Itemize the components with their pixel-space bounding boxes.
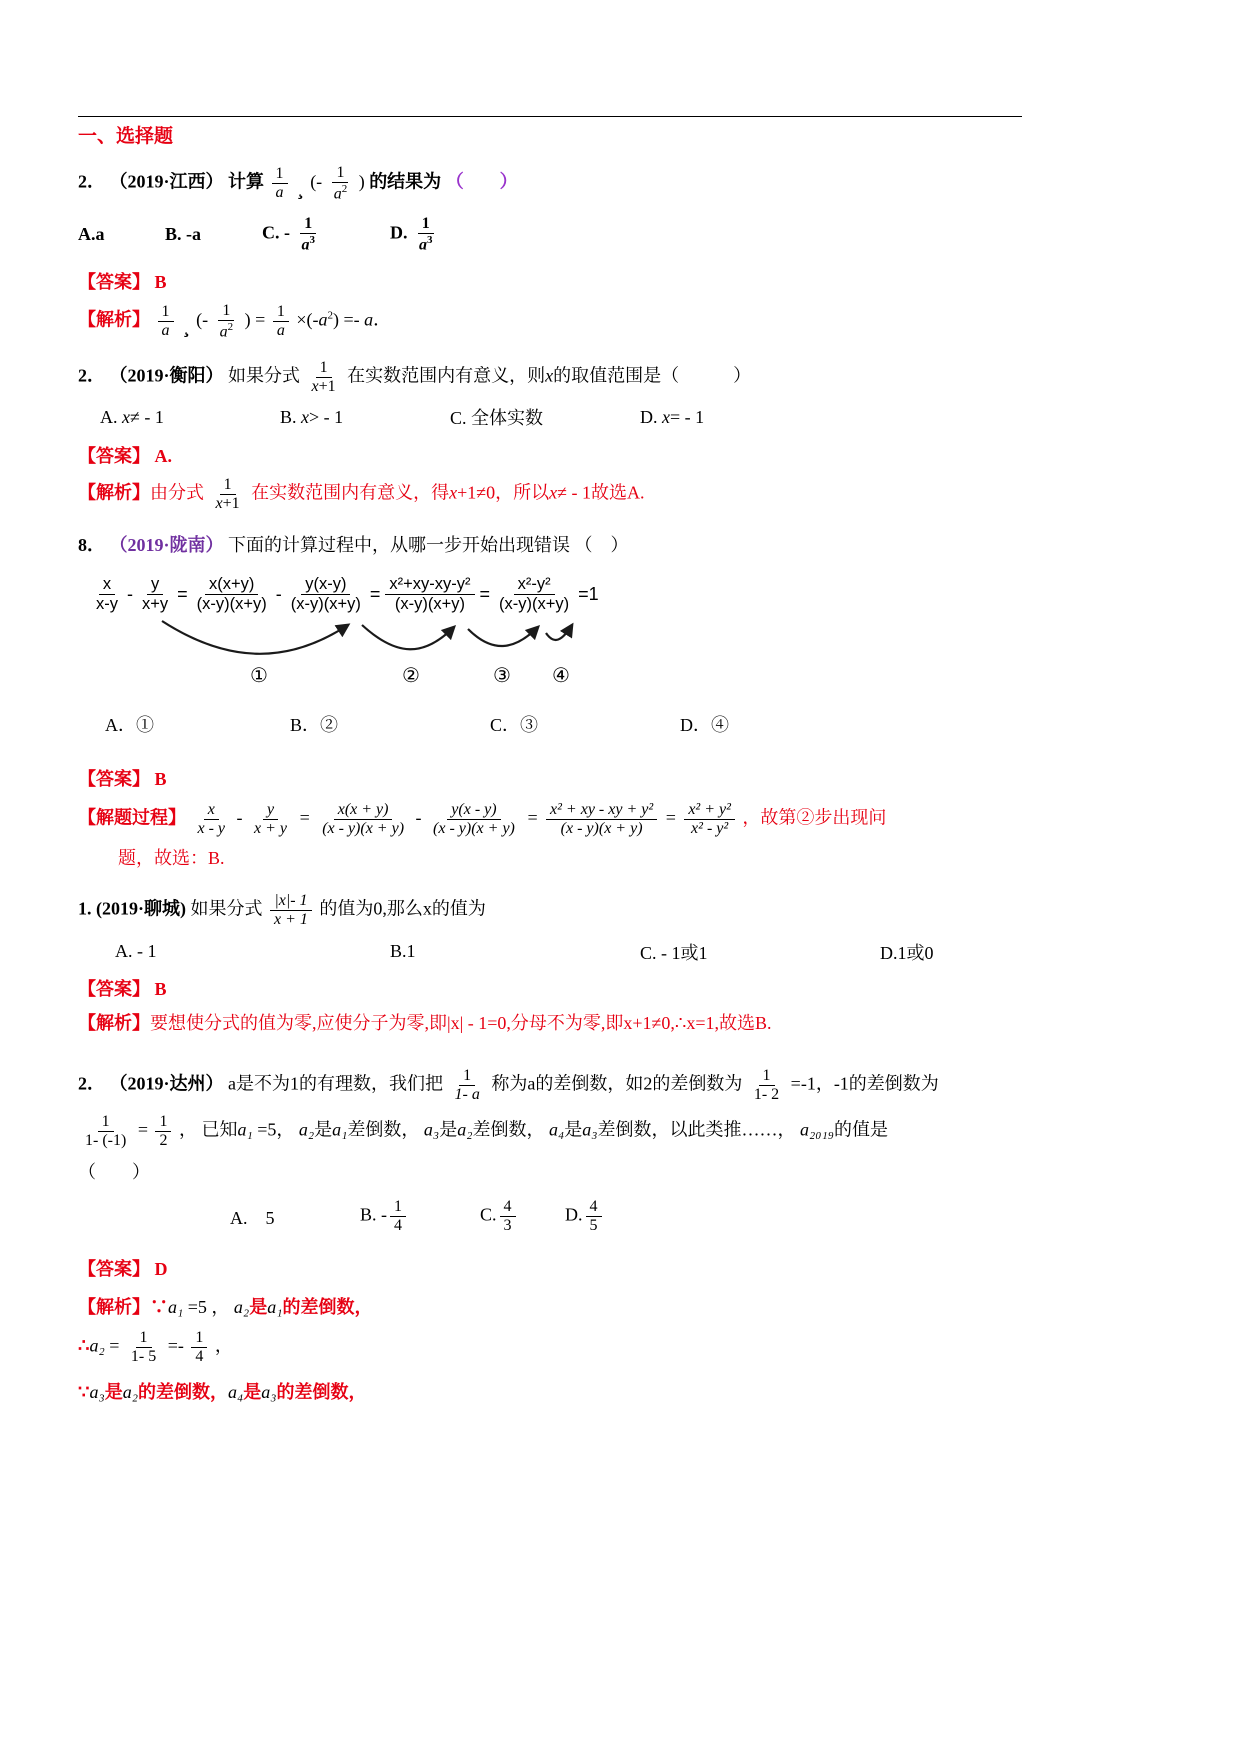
- question-dazhou-analysis-line3: ∵a₃是a₂的差倒数，a₄是a₃的差倒数，: [78, 1381, 367, 1402]
- step-label-3: ③: [493, 664, 511, 687]
- fraction: $\frac{4}{3}$: [500, 1198, 516, 1235]
- fraction: $\frac{x}{x - y}$: [197, 800, 226, 837]
- question-source: （2019·江西）: [109, 171, 224, 192]
- stem-text: 称为a的差倒数，如2的差倒数为: [491, 1073, 743, 1094]
- stem-text: 在实数范围内有意义，则: [347, 365, 546, 386]
- option-d: D．④: [680, 714, 729, 735]
- fraction: $\frac{x(x+y)}{(x-y)(x+y)}$: [196, 575, 267, 613]
- open-paren: (-: [310, 171, 323, 192]
- option-b: B. - $\frac{1}{4}$: [360, 1198, 480, 1235]
- solution-note-continued: 题，故选：B.: [118, 847, 225, 868]
- divide-glyph: ¸: [183, 315, 190, 338]
- divide-glyph: ¸: [297, 177, 304, 200]
- answer-tag: 【答案】: [78, 272, 150, 293]
- stem-text: =-1，-1的差倒数为: [790, 1073, 939, 1094]
- stem-text: 计算: [228, 171, 265, 192]
- question-number: 2．: [78, 171, 105, 192]
- question-hengyang-analysis: 【解析】由分式 $\frac{1}{x+1}$ 在实数范围内有意义，得x+1≠0，所以x≠ - 1故选A.: [78, 476, 645, 513]
- answer-tag: 【答案】: [78, 446, 150, 467]
- analysis-tag: 【解析】: [78, 1012, 150, 1033]
- step-label-1: ①: [250, 664, 268, 687]
- close-paren: ): [358, 171, 365, 192]
- fraction: $\frac{y}{x+y}$: [142, 575, 169, 613]
- fraction: $\frac{1}{1- (-1)}$: [85, 1113, 127, 1150]
- option-b: B.1: [390, 941, 416, 962]
- fraction: $\frac{1}{a^3}$: [301, 215, 315, 254]
- option-a: A．①: [105, 714, 154, 735]
- question-hengyang-options: [78, 404, 1201, 430]
- option-c: C. 全体实数: [450, 408, 544, 429]
- question-number: 2．: [78, 1073, 105, 1094]
- question-dazhou-analysis-line2: ∴a₂ = $\frac{1}{1- 5}$ =- $\frac{1}{4}$ ，: [78, 1329, 233, 1365]
- answer-value: A.: [154, 446, 172, 467]
- question-longnan-options: [78, 711, 1201, 737]
- fraction: $\frac{\text{x² + y²}}{\text{x² - y²}}$: [684, 801, 735, 838]
- fraction: $\frac{1}{a}$: [272, 165, 288, 202]
- question-dazhou-answer: [78, 1255, 1201, 1281]
- stem-text: ， 已知: [178, 1119, 238, 1140]
- stem-text: a是不为1的有理数，我们把: [228, 1073, 444, 1094]
- question-liaocheng-options: [78, 939, 1201, 965]
- fraction: $\frac{1}{a^2}$: [219, 302, 234, 341]
- fraction: $\frac{1}{4}$: [390, 1198, 406, 1235]
- option-b: B．②: [290, 714, 339, 735]
- fraction: $\frac{1}{4}$: [191, 1329, 207, 1366]
- step-label-2: ②: [402, 664, 420, 687]
- option-c: C. $\frac{4}{3}$: [480, 1198, 565, 1235]
- option-c: C. - $\frac{1}{a^3}$: [262, 215, 390, 254]
- option-b: B. x> - 1: [280, 406, 344, 427]
- question-jiangxi-options: [78, 215, 1201, 254]
- fraction: $\frac{x}{x-y}$: [96, 575, 118, 613]
- answer-value: B: [154, 272, 167, 293]
- fraction: $\frac{\text{x²+xy-xy-y²}}{(x-y)(x+y)}$: [385, 575, 474, 613]
- option-a: A. - 1: [115, 941, 157, 962]
- fraction: $\frac{1}{a}$: [158, 303, 174, 340]
- answer-tag: 【答案】: [78, 978, 150, 999]
- question-number: 1.: [78, 898, 96, 919]
- answer-blank-paren: （ ）: [445, 171, 518, 192]
- step-arrows: [152, 613, 592, 663]
- option-a: A. x≠ - 1: [100, 406, 164, 427]
- answer-value: B: [154, 978, 167, 999]
- question-liaocheng-analysis: [78, 1009, 1201, 1035]
- fraction: $\frac{y(x - y)}{(x - y)(x + y)}$: [433, 800, 515, 837]
- question-dazhou-stem-line2: $\frac{1}{1- (-1)}$ = $\frac{1}{2}$ ， 已知a₁ =5， a₂是a₁差倒数， a₃是a₂差倒数， a₄是a₃差倒数，以此类推……， a₂₀₁₉的值是: [78, 1113, 1201, 1150]
- section-title: 一、选择题: [78, 126, 174, 147]
- fraction: $\frac{1}{a}$: [273, 303, 289, 340]
- question-jiangxi-stem: [78, 164, 1201, 203]
- option-a: A. 5: [230, 1207, 275, 1228]
- question-source: （2019·衡阳）: [109, 365, 224, 386]
- question-longnan-solution: 【解题过程】 $\frac{x}{x - y}$ - $\frac{y}{x + y}$ = $\frac{x(x + y)}{(x - y)(x + y)}$ - $\frac{y(x - y)}{(x - y)(x + y)}$ = $\frac{\text{x² + xy - xy + y²}}{(x - y)(x + y)}$ = $\frac{\text{x² + y²}}{\text{x² - y²}}$ ，故第②步出现问: [78, 800, 887, 837]
- analysis-tag: 【解析】: [78, 1297, 150, 1318]
- answer-value: B: [154, 768, 167, 789]
- analysis-text: 要想使分式的值为零,应使分子为零,即|x| - 1=0,分母不为零,即x+1≠0,∴x=1,故选B.: [150, 1012, 772, 1033]
- stem-text: 如果分式: [190, 898, 263, 919]
- solution-note: ，故第②步出现问: [742, 807, 887, 828]
- stem-text: 的值为0,那么x的值为: [319, 898, 486, 919]
- fraction: $\frac{\text{x²-y²}}{(x-y)(x+y)}$: [499, 575, 570, 613]
- fraction: $\frac{1}{a^3}$: [419, 215, 433, 254]
- question-jiangxi-analysis: 【解析】 $\frac{1}{a}$ ¸ (- $\frac{1}{a^2}$ ) = $\frac{1}{a}$ $\times(-a^2) =- a$．: [78, 302, 392, 341]
- question-dazhou-stem-line1: [78, 1067, 1201, 1104]
- fraction: $\frac{1}{a^2}$: [333, 164, 348, 203]
- fraction: $\frac{1}{x+1}$: [215, 476, 240, 513]
- fraction: $\frac{y(x-y)}{(x-y)(x+y)}$: [290, 575, 361, 613]
- fraction: $\frac{1}{2}$: [155, 1113, 171, 1150]
- question-liaocheng-answer: [78, 975, 1201, 1001]
- option-d: D. x= - 1: [640, 406, 705, 427]
- answer-tag: 【答案】: [78, 768, 150, 789]
- fraction: $\frac{|x|- 1}{x + 1}$: [270, 892, 312, 929]
- stem-text: 下面的计算过程中，从哪一步开始出现错误: [228, 535, 571, 556]
- fraction: $\frac{1}{x+1}$: [311, 359, 336, 396]
- question-longnan-stem: [78, 531, 1201, 557]
- question-longnan-answer: [78, 765, 1201, 791]
- fraction: $\frac{x(x + y)}{(x - y)(x + y)}$: [322, 800, 405, 837]
- option-d: D.1或0: [880, 942, 934, 963]
- question-source: (2019·聊城): [96, 898, 186, 919]
- step-labels: [78, 663, 1201, 693]
- question-hengyang-answer: [78, 442, 1201, 468]
- analysis-tag: 【解析】: [78, 482, 150, 503]
- question-dazhou-answer-blank: （ ）: [78, 1162, 150, 1183]
- fraction: $\frac{1}{1- 2}$: [753, 1066, 780, 1103]
- question-source: （2019·陇南）: [109, 535, 224, 556]
- fraction: $\frac{\text{x² + xy - xy + y²}}{(x - y)(x + y)}$: [546, 801, 657, 838]
- option-c: C. - 1或1: [640, 942, 708, 963]
- stem-text: 如果分式: [228, 365, 301, 386]
- calculation-expression: $\frac{x}{x-y}$ - $\frac{y}{x+y}$ = $\frac{x(x+y)}{(x-y)(x+y)}$ - $\frac{y(x-y)}{(x-y)(x+y)}$ = $\frac{\text{x²+xy-xy-y²}}{(x-y)(x+y)}$ = $\frac{\text{x²-y²}}{(x-y)(x+y)}$ =1: [90, 575, 1201, 613]
- question-liaocheng-stem: [78, 892, 1201, 929]
- top-rule: [78, 116, 1022, 117]
- question-number: 8．: [78, 535, 105, 556]
- answer-blank-paren: （ ）: [574, 535, 629, 556]
- question-number: 2．: [78, 365, 105, 386]
- fraction: $\frac{1}{1- a}$: [454, 1066, 480, 1103]
- option-b: B. -a: [165, 224, 201, 245]
- step-label-4: ④: [552, 664, 570, 687]
- option-d: D. $\frac{4}{5}$: [565, 1198, 605, 1235]
- stem-text: 的结果为: [369, 171, 442, 192]
- question-source: （2019·达州）: [109, 1073, 224, 1094]
- question-jiangxi-answer: [78, 268, 1201, 294]
- question-dazhou-options: [78, 1198, 1201, 1235]
- option-c: C．③: [490, 714, 539, 735]
- question-dazhou-analysis-line1: 【解析】∵a₁ =5 ， a₂是a₁的差倒数，: [78, 1297, 373, 1318]
- fraction: $\frac{4}{5}$: [586, 1198, 602, 1235]
- stem-text: 的取值范围是（ ）: [553, 365, 752, 386]
- option-d: D. $\frac{1}{a^3}$: [390, 215, 440, 254]
- question-hengyang-stem: 2． （2019·衡阳） 如果分式 $\frac{1}{x+1}$ 在实数范围内有意义，则x的取值范围是（ ）: [78, 359, 752, 396]
- fraction: $\frac{y}{x + y}$: [254, 800, 288, 837]
- option-a: A.a: [78, 224, 105, 245]
- solution-tag: 【解题过程】: [78, 807, 186, 828]
- answer-value: D: [154, 1259, 168, 1280]
- answer-tag: 【答案】: [78, 1259, 150, 1280]
- analysis-tag: 【解析】: [78, 309, 150, 330]
- fraction: $\frac{1}{1- 5}$: [130, 1329, 157, 1365]
